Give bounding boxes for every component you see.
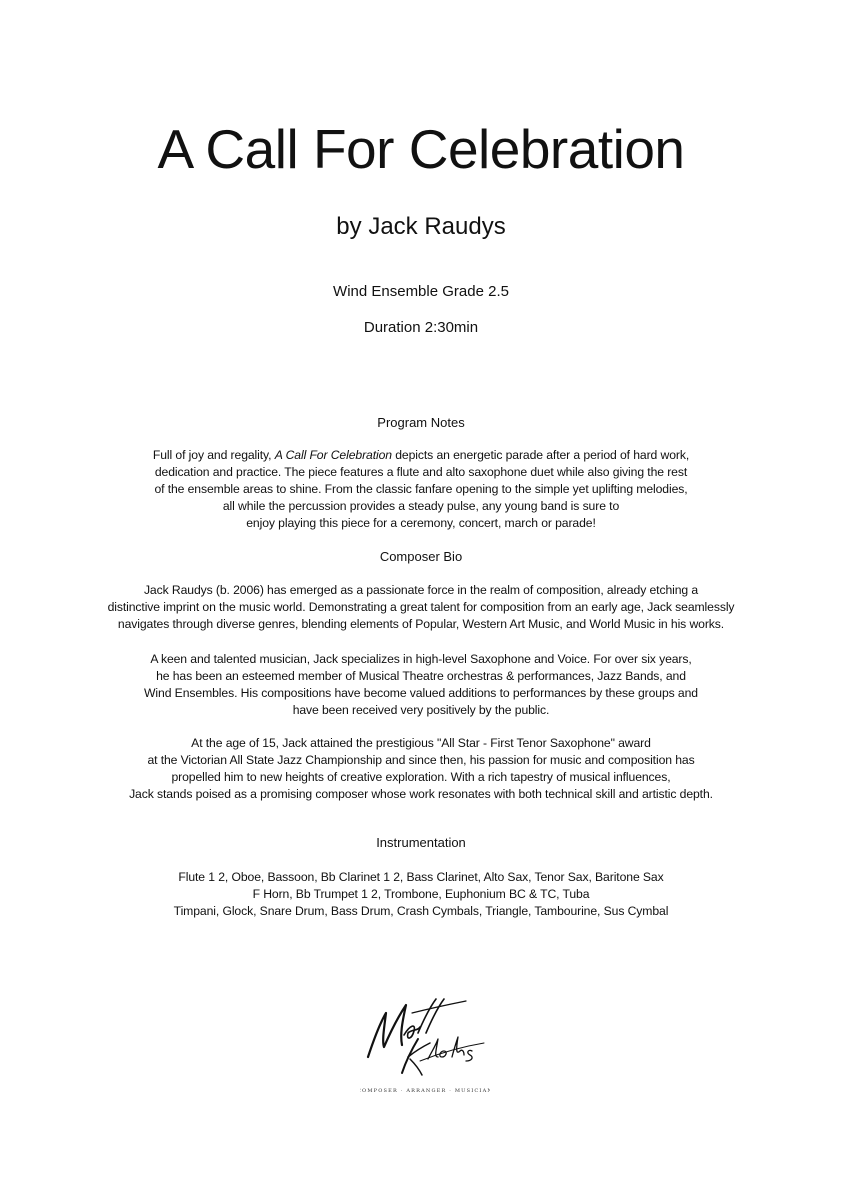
bio-line: Jack stands poised as a promising composer whose work resonates with both technical skill and artistic depth.	[129, 787, 713, 801]
program-notes-line: dedication and practice. The piece features a flute and alto saxophone duet while also giving the rest	[154, 465, 688, 479]
bio-line: propelled him to new heights of creative exploration. With a rich tapestry of musical influences,	[171, 770, 671, 784]
instrumentation-line: Flute 1 2, Oboe, Bassoon, Bb Clarinet 1 2, Bass Clarinet, Alto Sax, Tenor Sax, Baritone Sax	[178, 870, 664, 884]
bio-line: At the age of 15, Jack attained the prestigious "All Star - First Tenor Saxophone" award	[191, 736, 651, 750]
instrumentation-list	[0, 869, 842, 920]
duration: Duration 2:30min	[363, 319, 479, 336]
program-notes-line: all while the percussion provides a steady pulse, any young band is sure to	[222, 499, 620, 513]
program-notes-line: enjoy playing this piece for a ceremony, concert, march or parade!	[246, 516, 596, 530]
ensemble-grade: Wind Ensemble Grade 2.5	[333, 283, 509, 300]
bio-line: Wind Ensembles. His compositions have become valued additions to performances by these groups and	[144, 686, 698, 700]
logo-tagline: COMPOSER · ARRANGER · MUSICIAN	[360, 1088, 490, 1094]
instrumentation-line: F Horn, Bb Trumpet 1 2, Trombone, Euphonium BC & TC, Tuba	[252, 887, 590, 901]
bio-line: distinctive imprint on the music world. Demonstrating a great talent for composition from an early age, Jack seamlessly	[107, 600, 735, 614]
bio-paragraph-2	[0, 651, 842, 719]
instrumentation-heading: Instrumentation	[376, 835, 466, 850]
program-notes-text	[0, 447, 842, 532]
piece-title-italic: A Call For Celebration	[274, 448, 392, 462]
piece-title: A Call For Celebration	[157, 118, 685, 180]
bio-paragraph-3	[0, 735, 842, 803]
program-notes-line-end: depicts an energetic parade after a period of hard work,	[391, 448, 690, 462]
bio-line: have been received very positively by the public.	[292, 703, 550, 717]
composer-byline: by Jack Raudys	[336, 213, 506, 240]
bio-line: at the Victorian All State Jazz Championship and since then, his passion for music and composition has	[147, 753, 695, 767]
instrumentation-line: Timpani, Glock, Snare Drum, Bass Drum, Crash Cymbals, Triangle, Tambourine, Sus Cymbal	[173, 904, 669, 918]
composer-signature-logo	[360, 995, 490, 1095]
program-notes-line: of the ensemble areas to shine. From the classic fanfare opening to the simple yet uplifting melodies,	[154, 482, 688, 496]
composer-bio-heading: Composer Bio	[379, 549, 463, 564]
bio-line: navigates through diverse genres, blending elements of Popular, Western Art Music, and World Music in his works.	[117, 617, 725, 631]
program-notes-heading: Program Notes	[377, 415, 465, 430]
program-notes-line	[0, 447, 842, 464]
bio-line: Jack Raudys (b. 2006) has emerged as a passionate force in the realm of composition, already etching a	[143, 583, 699, 597]
bio-line: A keen and talented musician, Jack specializes in high-level Saxophone and Voice. For over six years,	[150, 652, 692, 666]
bio-line: he has been an esteemed member of Musical Theatre orchestras & performances, Jazz Bands, and	[156, 669, 686, 683]
program-notes-line-start: Full of joy and regality,	[152, 448, 275, 462]
bio-paragraph-1	[0, 582, 842, 633]
